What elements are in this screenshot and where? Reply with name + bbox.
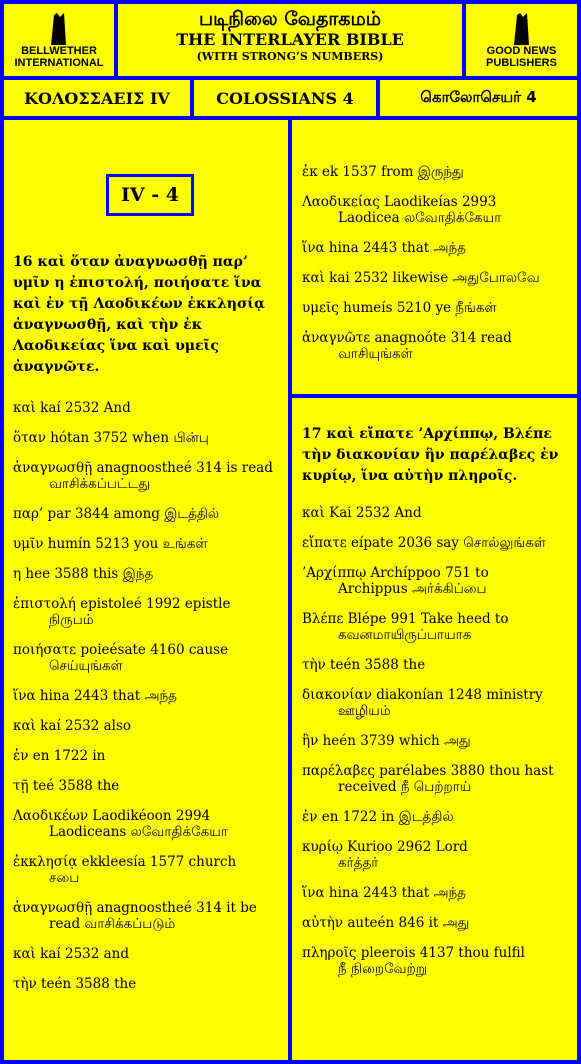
- word-entry: [302, 535, 567, 551]
- word-entry-gloss: ஊழியம்: [338, 703, 391, 719]
- word-entry-line: ἀναγνωσθῇ anagnoostheé 314 it be: [13, 900, 257, 916]
- bellwether-logo-text-1: BELLWETHER: [21, 45, 97, 57]
- verse-16-word-list: [13, 400, 279, 992]
- word-entry-line: ποιήσατε poieésate 4160 cause: [13, 642, 229, 658]
- book-english: [194, 80, 376, 116]
- word-entry: [13, 778, 279, 794]
- word-entry: [13, 808, 279, 840]
- book-tamil: [380, 80, 577, 116]
- word-entry-line: ἐν en 1722 in: [13, 748, 106, 764]
- title-block: [118, 4, 462, 76]
- good-news-logo-text-1: GOOD NEWS: [486, 45, 557, 57]
- word-entry-line: η hee 3588 this இந்த: [13, 566, 154, 582]
- word-entry: [302, 945, 567, 977]
- word-entry-line: πληροῖς pleerois 4137 thou fulfil: [302, 945, 525, 961]
- word-entry: [13, 400, 279, 416]
- word-entry-line: ἵνα hina 2443 that அந்த: [13, 688, 177, 704]
- word-entry-line: ἣν heén 3739 which அது: [302, 733, 471, 749]
- word-entry: [302, 164, 567, 180]
- pillar-icon: [511, 11, 533, 45]
- word-entry-line: ἀναγνῶτε anagnoóte 314 read: [302, 330, 512, 346]
- left-column: [4, 120, 288, 1060]
- word-entry-gloss: நீ நிறைவேற்று: [338, 961, 428, 977]
- word-entry: [13, 642, 279, 674]
- right-top-panel: [292, 120, 577, 394]
- word-entry: [302, 809, 567, 825]
- word-entry-line: Λαοδικείας Laodikeías 2993: [302, 194, 497, 210]
- word-entry: [13, 946, 279, 962]
- word-entry-line: ’Αρχίππῳ Archíppoo 751 to: [302, 565, 489, 581]
- bellwether-logo-text-2: INTERNATIONAL: [14, 57, 104, 69]
- word-entry-line: ἀναγνωσθῇ anagnoostheé 314 is read: [13, 460, 273, 476]
- english-title: THE INTERLAYER BIBLE: [176, 30, 404, 49]
- word-entry-line: ὅταν hótan 3752 when பின்பு: [13, 430, 209, 446]
- word-entry-line: καὶ Kai 2532 And: [302, 505, 422, 521]
- word-entry-gloss: வாசிக்கப்பட்டது: [49, 476, 151, 492]
- word-entry-line: καὶ kaí 2532 also: [13, 718, 132, 734]
- word-entry: [302, 330, 567, 362]
- verse-16-text: 16 καὶ ὅταν ἀναγνωσθῇ παρ’ υμῖν η ἐπιστολή, ποιήσατε ἵνα καὶ ἐν τῇ Λαοδικέων ἐκκλησίᾳ ἀναγνωσθῇ, καὶ τὴν ἐκ Λαοδικείας ἵνα καὶ υμεῖς ἀναγνῶτε.: [13, 254, 265, 375]
- word-entry: [13, 596, 279, 628]
- word-entry-line: ἐπιστολή epistoleé 1992 epistle: [13, 596, 231, 612]
- word-entry-line: διακονίαν diakonían 1248 ministry: [302, 687, 543, 703]
- word-entry-gloss: Laodiceans லவோதிக்கேயா: [49, 824, 228, 840]
- word-entry: [302, 240, 567, 256]
- word-entry: [302, 270, 567, 286]
- word-entry: [13, 430, 279, 446]
- word-entry-gloss: கர்த்தர்: [338, 855, 379, 871]
- word-entry-line: κυρίῳ Kurioo 2962 Lord: [302, 839, 468, 855]
- word-entry: [13, 854, 279, 886]
- word-entry-line: εἴπατε eípate 2036 say சொல்லுங்கள்: [302, 535, 547, 551]
- book-greek-label: ΚΟΛΟΣΣΑΕΙΣ IV: [24, 88, 170, 108]
- word-entry: [13, 566, 279, 582]
- word-entry-gloss: read வாசிக்கப்படும்: [49, 916, 176, 932]
- word-entry: [13, 718, 279, 734]
- word-entry-line: Βλέπε Blépe 991 Take heed to: [302, 611, 509, 627]
- good-news-logo: [466, 4, 577, 76]
- word-entry: [13, 460, 279, 492]
- word-entry: [302, 565, 567, 597]
- word-entry: [13, 536, 279, 552]
- word-entry-line: ἵνα hina 2443 that அந்த: [302, 885, 466, 901]
- word-entry-line: Λαοδικέων Laodikéoon 2994: [13, 808, 211, 824]
- good-news-logo-text-2: PUBLISHERS: [486, 57, 557, 69]
- word-entry-line: υμεῖς humeís 5210 ye நீங்கள்: [302, 300, 497, 316]
- word-entry-line: παρ’ par 3844 among இடத்தில்: [13, 506, 220, 522]
- word-entry-line: αὐτὴν auteén 846 it அது: [302, 915, 470, 931]
- word-entry-line: καὶ kaí 2532 and: [13, 946, 130, 962]
- word-entry: [302, 657, 567, 673]
- word-entry: [13, 748, 279, 764]
- word-entry-gloss: Laodicea லவோதிக்கேயா: [338, 210, 502, 226]
- word-entry-gloss: கவனமாயிருப்பாயாக: [338, 627, 472, 643]
- word-entry: [302, 915, 567, 931]
- word-entry-gloss: வாசியுங்கள்: [338, 346, 413, 362]
- word-entry: [302, 763, 567, 795]
- bellwether-logo: [4, 4, 114, 76]
- word-entry-line: ἐκ ek 1537 from இருந்து: [302, 164, 464, 180]
- word-entry-line: τὴν teén 3588 the: [13, 976, 137, 992]
- word-entry: [302, 687, 567, 719]
- word-entry-line: παρέλαβες parélabes 3880 thou hast: [302, 763, 554, 779]
- word-entry-gloss: received நீ பெற்றாய்: [338, 779, 472, 795]
- word-entry-gloss: சபை: [49, 870, 80, 886]
- verse-16-continued-word-list: [302, 164, 567, 362]
- tamil-title: படிநிலை வேதாகமம்: [198, 8, 382, 30]
- word-entry-line: τὴν teén 3588 the: [302, 657, 426, 673]
- word-entry-line: υμῖν humín 5213 you உங்கள்: [13, 536, 208, 552]
- chapter-label-box: [106, 174, 194, 216]
- word-entry-line: ἐν en 1722 in இடத்தில்: [302, 809, 454, 825]
- word-entry: [302, 733, 567, 749]
- word-entry-line: καὶ kaí 2532 And: [13, 400, 131, 416]
- word-entry: [302, 505, 567, 521]
- book-tamil-label: கொலோசெயர் 4: [420, 88, 537, 106]
- word-entry-line: τῇ teé 3588 the: [13, 778, 120, 794]
- word-entry: [302, 300, 567, 316]
- word-entry: [302, 194, 567, 226]
- word-entry-gloss: செய்யுங்கள்: [49, 658, 123, 674]
- word-entry-gloss: நிருபம்: [49, 612, 94, 628]
- pillar-icon: [48, 11, 70, 45]
- book-english-label: COLOSSIANS 4: [216, 88, 354, 108]
- chapter-label: IV - 4: [121, 184, 179, 206]
- word-entry-line: καὶ kai 2532 likewise அதுபோலவே: [302, 270, 540, 286]
- book-greek: [4, 80, 190, 116]
- word-entry: [302, 611, 567, 643]
- verse-17-word-list: [302, 505, 567, 977]
- word-entry: [13, 688, 279, 704]
- word-entry-gloss: Archippus அர்க்கிப்பை: [338, 581, 487, 597]
- right-bottom-panel: [292, 398, 577, 1060]
- word-entry-line: ἵνα hina 2443 that அந்த: [302, 240, 466, 256]
- word-entry: [13, 900, 279, 932]
- subtitle: (WITH STRONG’S NUMBERS): [196, 50, 384, 63]
- verse-17-text: 17 καὶ εἴπατε ’Αρχίππῳ, Βλέπε τὴν διακονίαν ἣν παρέλαβες ἐν κυρίῳ, ἵνα αὐτὴν πληροῖς.: [302, 426, 559, 484]
- word-entry-line: ἐκκλησίᾳ ekkleesía 1577 church: [13, 854, 237, 870]
- word-entry: [13, 976, 279, 992]
- word-entry: [302, 885, 567, 901]
- word-entry: [13, 506, 279, 522]
- word-entry: [302, 839, 567, 871]
